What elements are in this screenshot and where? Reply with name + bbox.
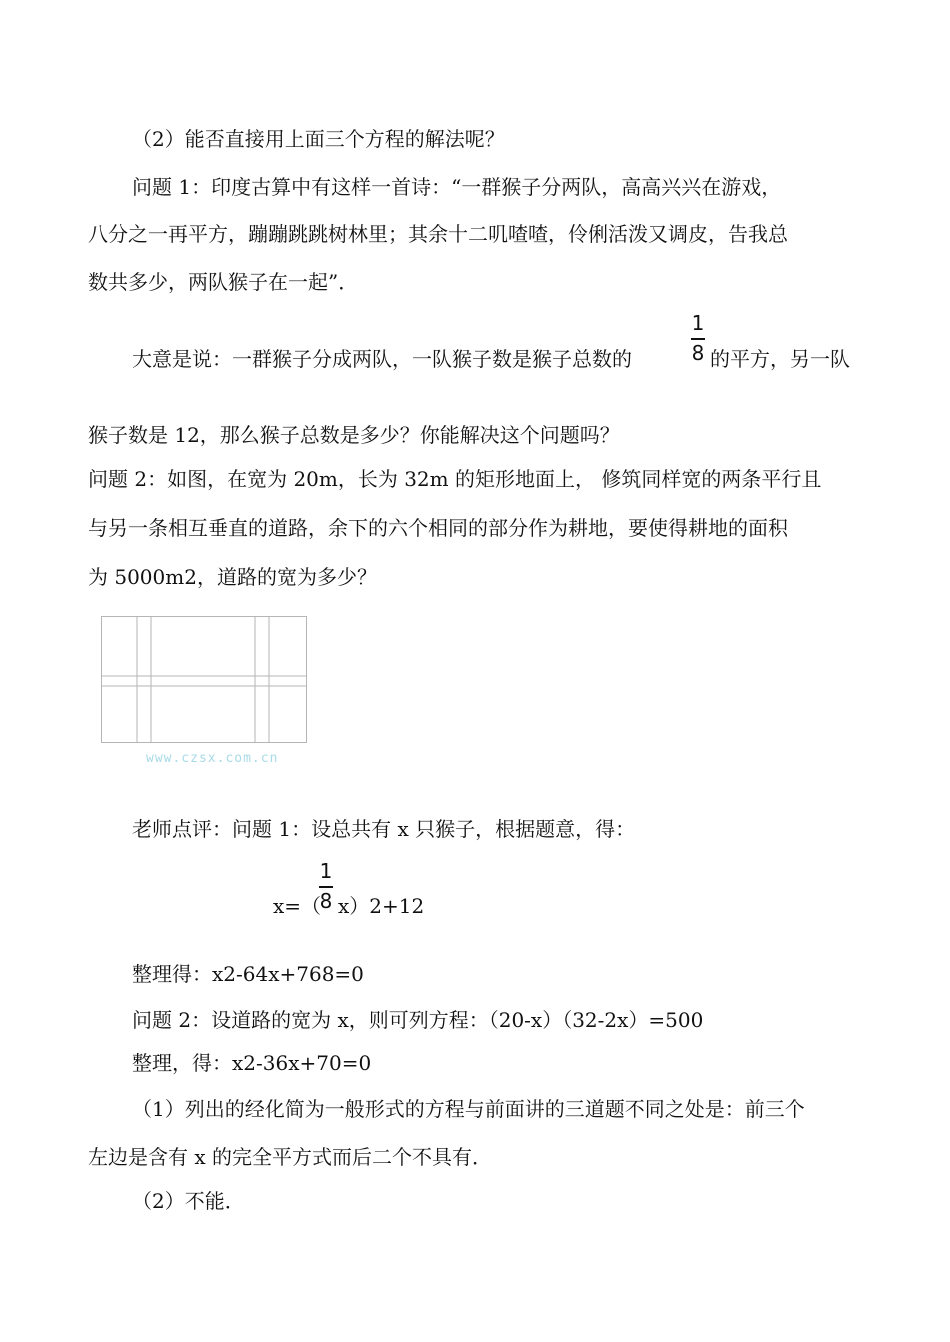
meaning-line-2: 猴子数是 12，那么猴子总数是多少？你能解决这个问题吗？ bbox=[88, 423, 620, 447]
fraction-denominator: 8 bbox=[691, 341, 705, 365]
equation-prefix: x=（ bbox=[273, 894, 322, 918]
simplify-equation-1: 整理得：x2-64x+768=0 bbox=[132, 962, 364, 986]
fraction-numerator: 1 bbox=[691, 311, 705, 335]
problem-2-line-1: 问题 2：如图，在宽为 20m，长为 32m 的矩形地面上， 修筑同样宽的两条平行且 bbox=[88, 467, 822, 491]
problem-2-line-3: 为 5000m2，道路的宽为多少？ bbox=[88, 565, 377, 589]
equation-fraction-denominator: 8 bbox=[319, 889, 333, 913]
question-2-intro: （2）能否直接用上面三个方程的解法呢？ bbox=[132, 127, 505, 151]
meaning-text-before-fraction: 大意是说：一群猴子分成两队，一队猴子数是猴子总数的 bbox=[132, 347, 632, 371]
meaning-text-after-fraction: 的平方，另一队 bbox=[710, 347, 850, 371]
problem-1-line-3: 数共多少，两队猴子在一起”． bbox=[88, 270, 359, 294]
problem-2-line-2: 与另一条相互垂直的道路，余下的六个相同的部分作为耕地，要使得耕地的面积 bbox=[88, 516, 788, 540]
equation-fraction-numerator: 1 bbox=[319, 859, 333, 883]
equation-suffix: x）2+12 bbox=[338, 894, 425, 918]
simplify-equation-2: 整理，得：x2-36x+70=0 bbox=[132, 1051, 372, 1075]
field-border bbox=[102, 617, 307, 743]
watermark-text: www.czsx.com.cn bbox=[146, 751, 279, 766]
problem-1-line-1: 问题 1：印度古算中有这样一首诗：“一群猴子分两队，高高兴兴在游戏， bbox=[132, 175, 782, 199]
solution-intro: 老师点评：问题 1：设总共有 x 只猴子，根据题意，得： bbox=[132, 817, 636, 841]
answer-1-line-1: （1）列出的经化简为一般形式的方程与前面讲的三道题不同之处是：前三个 bbox=[132, 1097, 805, 1121]
fraction-bar bbox=[691, 338, 705, 340]
equation-fraction-bar bbox=[319, 886, 333, 888]
problem-2-equation: 问题 2：设道路的宽为 x，则可列方程：（20-x）（32-2x）=500 bbox=[132, 1008, 704, 1032]
answer-2: （2）不能． bbox=[132, 1189, 245, 1213]
answer-1-line-2: 左边是含有 x 的完全平方式而后二个不具有． bbox=[88, 1145, 492, 1169]
problem-1-line-2: 八分之一再平方，蹦蹦跳跳树林里；其余十二叽喳喳，伶俐活泼又调皮，告我总 bbox=[88, 222, 788, 246]
road-rectangle-diagram bbox=[101, 616, 307, 743]
